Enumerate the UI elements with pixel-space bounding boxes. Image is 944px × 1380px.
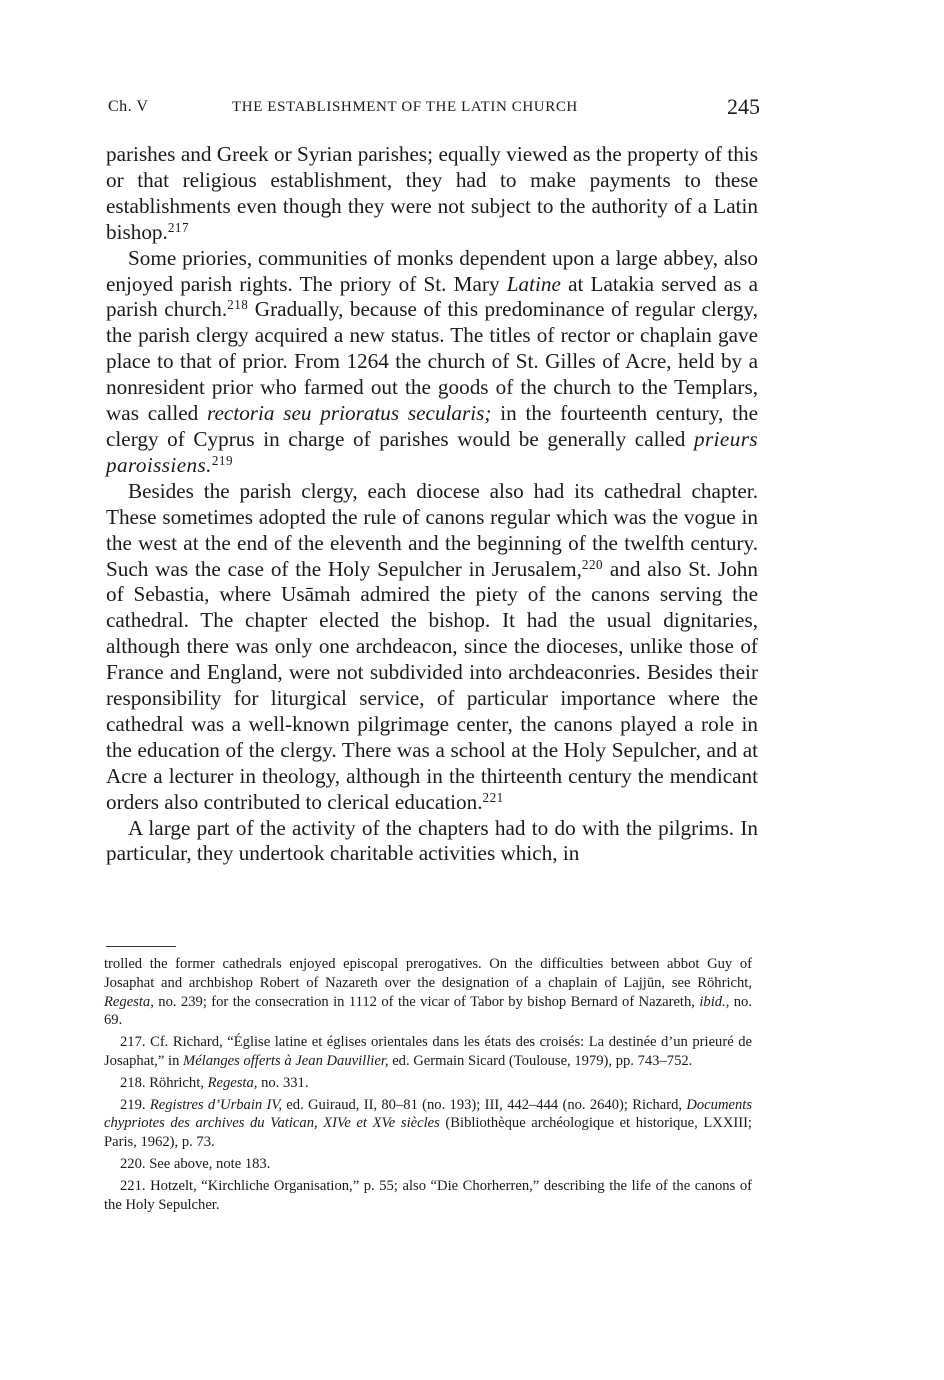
footnote-rule xyxy=(106,946,176,947)
main-text xyxy=(106,142,758,867)
italic-title: ibid., xyxy=(699,993,730,1010)
italic-title: Documents chypriotes des archives du Vatican, XIVe et XVe siècles xyxy=(104,1096,753,1132)
footnote-220 xyxy=(104,1155,752,1174)
paragraph-text: Besides the parish clergy, each diocese also had its cathedral chapter. These sometimes adopted the rule of canons regular which was the vogue in the west at the end of the eleventh and the beginning of the twelfth century. Such was the case of the Holy Sepulcher in Jerusalem, xyxy=(106,478,758,581)
footnote-221 xyxy=(104,1177,752,1215)
paragraph-1 xyxy=(106,142,758,246)
note-ref-220: 220 xyxy=(581,556,604,572)
paragraph-3 xyxy=(106,479,758,816)
chapter-label: Ch. V xyxy=(108,98,149,115)
italic-term: prieurs paroissiens. xyxy=(106,426,758,477)
note-ref-218: 218 xyxy=(227,297,249,313)
paragraph-2 xyxy=(106,246,758,479)
paragraph-text: Gradually, because of this predominance of regular clergy, the parish clergy acquired a new status. The titles of rector or chaplain gave place to that of prior. From 1264 the church of St. Gilles of Acre, held by a nonresident prior who farmed out the goods of the church to the Templars, was called xyxy=(106,297,758,426)
italic-title: Registres d’Urbain IV, xyxy=(149,1096,283,1113)
footnote-218 xyxy=(104,1074,752,1093)
paragraph-text: in the fourteenth century, the clergy of Cyprus in charge of parishes would be generally called xyxy=(106,401,758,451)
footnote-text: no. 239; for the consecration in 1112 of the vicar of Tabor by bishop Bernard of Nazareth, xyxy=(153,993,700,1010)
paragraph-text: Some priories, communities of monks dependent upon a large abbey, also enjoyed parish rights. The priory of St. Mary xyxy=(106,245,758,296)
footnote-text: trolled the former cathedrals enjoyed episcopal prerogatives. On the difficulties between abbot Guy of Josaphat and archbishop Robert of Nazareth over the designation of a chaplain of Lajjūn, see Röhricht, xyxy=(104,956,752,991)
italic-title: Regesta, xyxy=(207,1074,258,1091)
footnote-219 xyxy=(104,1096,752,1152)
footnote-text: 220. See above, note 183. xyxy=(120,1155,271,1172)
italic-term: rectoria seu prioratus secularis; xyxy=(207,401,492,426)
footnote-text: 219. xyxy=(120,1096,150,1113)
paragraph-text: at Latakia served as a parish church. xyxy=(106,271,758,322)
footnote-text: 221. Hotzelt, “Kirchliche Organisation,” p. 55; also “Die Chorherren,” describing the life of the canons of the Holy Sepulcher. xyxy=(104,1177,752,1213)
footnote-text: ed. Guiraud, II, 80–81 (no. 193); III, 442–444 (no. 2640); Richard, xyxy=(282,1096,687,1113)
italic-title: Mélanges offerts à Jean Dauvillier, xyxy=(183,1052,389,1069)
footnote-text: 218. Röhricht, xyxy=(120,1074,208,1091)
footnote-text: no. 331. xyxy=(257,1074,309,1091)
footnote-text: 217. Cf. Richard, “Église latine et églises orientales dans les états des croisés: La destinée d’un prieuré de Josaphat,” in xyxy=(104,1034,752,1069)
footnotes xyxy=(104,955,752,1217)
footnote-text: no. 69. xyxy=(104,993,752,1029)
footnote-continued xyxy=(104,955,752,1030)
paragraph-text: and also St. John of Sebastia, where Usāmah admired the piety of the canons serving the cathedral. The chapter elected the bishop. It had the usual dignitaries, although there was only one archdeacon, since the dioceses, unlike those of France and England, were not subdivided into archdeaconries. Besides their responsibility for liturgical service, of particular importance where the cathedral was a well-known pilgrimage center, the canons played a role in the education of the clergy. There was a school at the Holy Sepulcher, and at Acre a lecturer in theology, although in the thirteenth century the mendicant orders also contributed to clerical education. xyxy=(106,556,758,814)
italic-title: Regesta, xyxy=(104,993,154,1010)
running-head xyxy=(108,94,760,124)
note-ref-219: 219 xyxy=(211,452,234,468)
paragraph-text: parishes and Greek or Syrian parishes; equally viewed as the property of this or that religious establishment, they had to make payments to these establishments even though they were not subject to the authority of a Latin bishop. xyxy=(106,142,758,244)
footnote-text: ed. Germain Sicard (Toulouse, 1979), pp. 743–752. xyxy=(388,1052,693,1069)
paragraph-4 xyxy=(106,816,758,868)
page-number: 245 xyxy=(727,94,760,119)
footnote-text: (Bibliothèque archéologique et historique, LXXIII; Paris, 1962), p. 73. xyxy=(104,1115,752,1151)
running-title: THE ESTABLISHMENT OF THE LATIN CHURCH xyxy=(232,99,578,115)
italic-term: Latine xyxy=(506,271,561,296)
note-ref-217: 217 xyxy=(167,219,189,235)
note-ref-221: 221 xyxy=(482,789,504,805)
paragraph-text: A large part of the activity of the chapters had to do with the pilgrims. In particular, they undertook charitable activities which, in xyxy=(106,815,758,866)
footnote-217 xyxy=(104,1033,752,1071)
